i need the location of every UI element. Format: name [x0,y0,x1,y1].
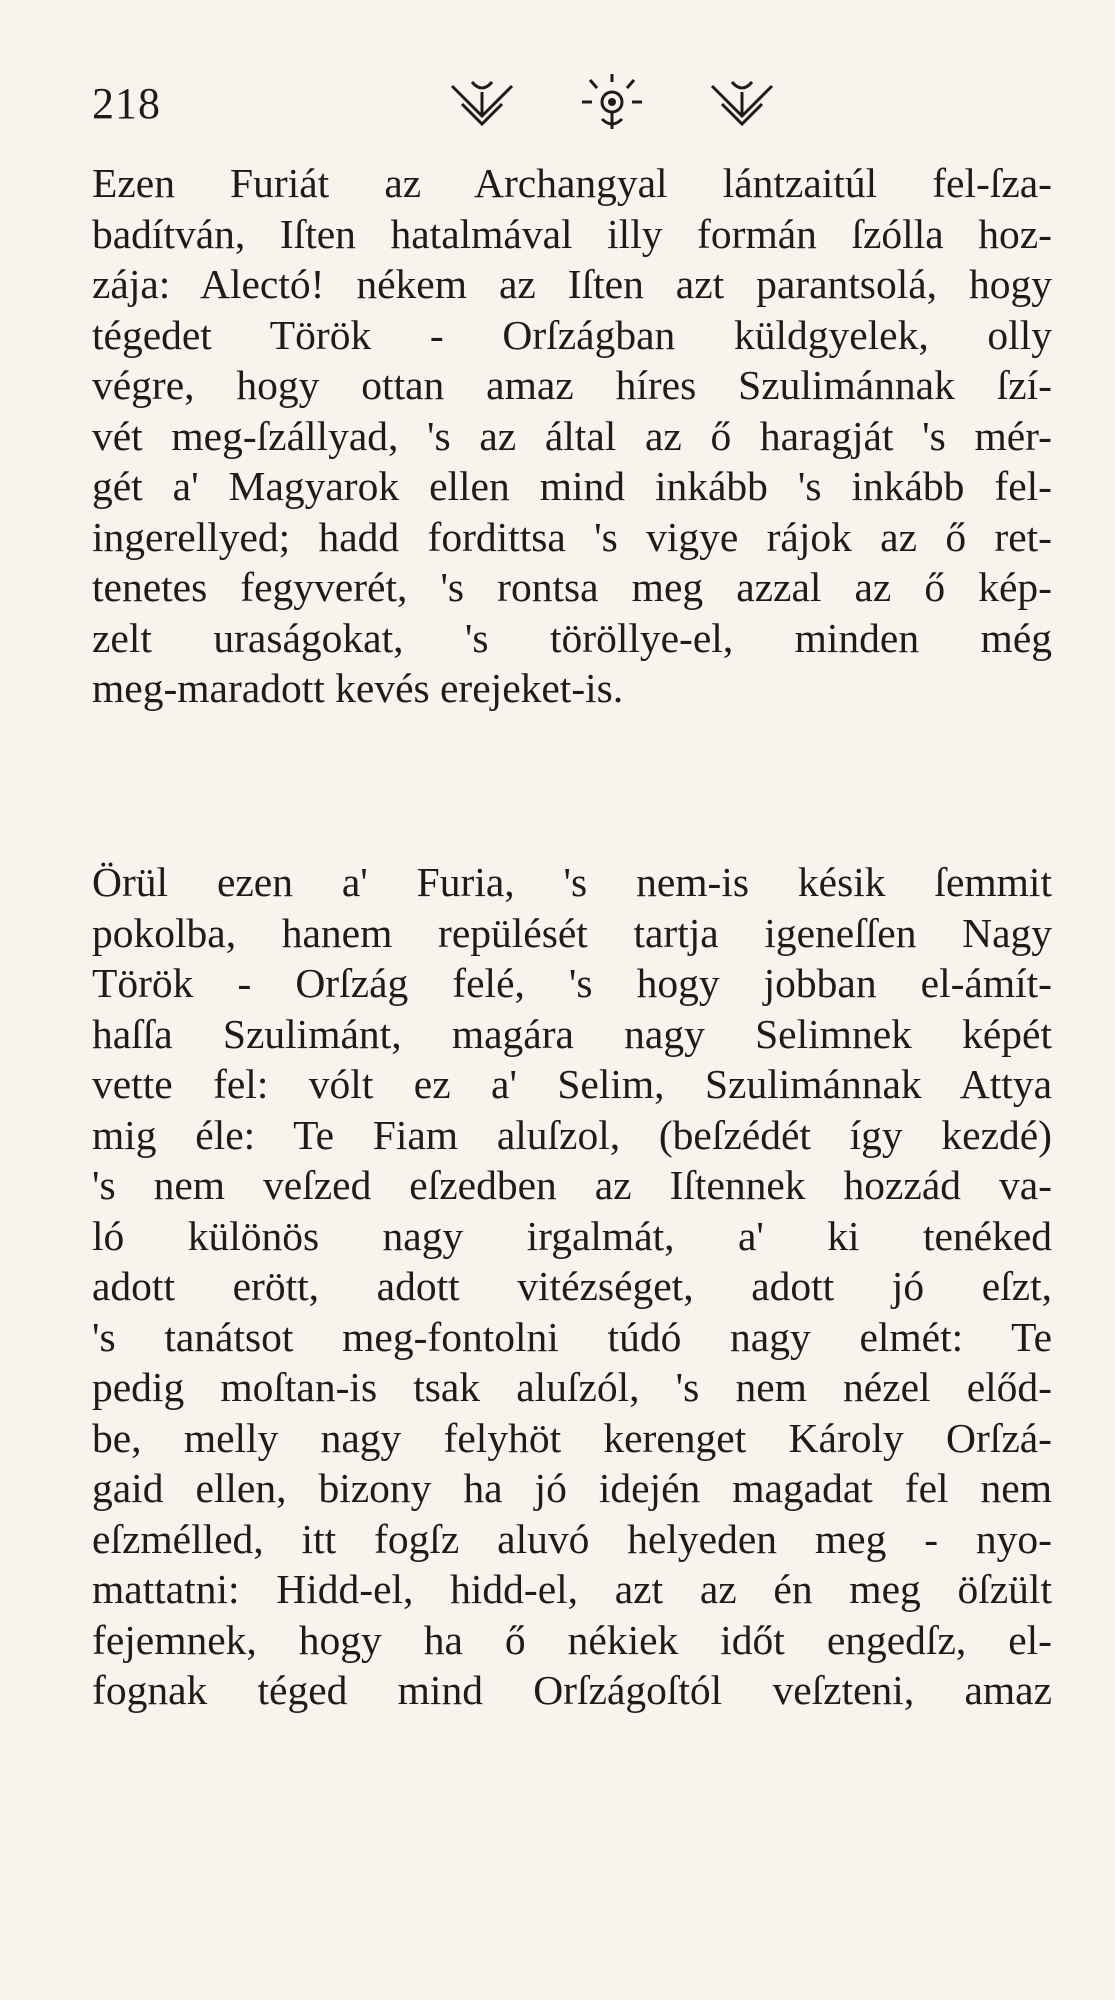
text-line: pokolba, hanem repülését tartja igeneſſen Nagy [92,909,1052,956]
text-line: ló különös nagy irgalmát, a' ki tenéked [92,1212,1052,1259]
page-number: 218 [92,79,161,128]
text-line: be, melly nagy felyhöt kerenget Károly Orſzá- [92,1414,1052,1461]
text-line: fejemnek, hogy ha ő nékiek időt engedſz, el- [92,1616,1052,1663]
text-line: adott erött, adott vitézséget, adott jó eſzt, [92,1263,1052,1309]
text-line: végre, hogy ottan amaz híres Szulimánnak ſzí- [92,362,1052,408]
text-line: gét a' Magyarok ellen mind inkább 's inkább fel- [92,463,1052,509]
text-line: tenetes fegyverét, 's rontsa meg azzal az ő kép- [92,564,1052,610]
paragraph-2 [92,857,1052,1716]
text-line: zája: Alectó! nékem az Iſten azt parantsolá, hogy [92,261,1052,307]
text-line: badítván, Iſten hatalmával illy formán ſzólla hoz- [92,210,1052,257]
text-line: Örül ezen a' Furia, 's nem-is késik ſemmit [92,859,1052,905]
paragraph-1 [92,158,1052,714]
text-line: ingerellyed; hadd fordittsa 's vigye rájok az ő ret- [92,513,1052,560]
text-line: mattatni: Hidd-el, hidd-el, azt az én meg öſzült [92,1566,1052,1612]
text-line: eſzmélled, itt fogſz aluvó helyeden meg - nyo- [92,1515,1052,1562]
text-line: fognak téged mind Orſzágoſtól veſzteni, amaz [92,1667,1052,1713]
text-line: Ezen Furiát az Archangyal lántzaitúl fel-ſza- [92,160,1052,206]
text-line: 's nem veſzed eſzedben az Iſtennek hozzád va- [92,1162,1052,1208]
text-line: vét meg-ſzállyad, 's az által az ő haragját 's mér- [92,412,1052,459]
text-line: haſſa Szulimánt, magára nagy Selimnek képét [92,1010,1052,1057]
text-line: tégedet Török - Orſzágban küldgyelek, olly [92,311,1052,358]
page-header [92,72,1052,142]
text-line: zelt uraságokat, 's töröllye-el, minden még [92,614,1052,661]
ornament-icon [442,74,782,134]
text-line: gaid ellen, bizony ha jó idején magadat fel nem [92,1465,1052,1511]
text-line: Török - Orſzág felé, 's hogy jobban el-ámít- [92,960,1052,1006]
text-line: 's tanátsot meg-fontolni túdó nagy elmét: Te [92,1313,1052,1360]
text-line: mig éle: Te Fiam aluſzol, (beſzédét így kezdé) [92,1111,1052,1158]
text-line: meg-maradott kevés erejeket-is. [92,665,624,711]
text-line: pedig moſtan-is tsak aluſzól, 's nem nézel előd- [92,1364,1052,1410]
text-line: vette fel: vólt ez a' Selim, Szulimánnak Attya [92,1061,1052,1107]
